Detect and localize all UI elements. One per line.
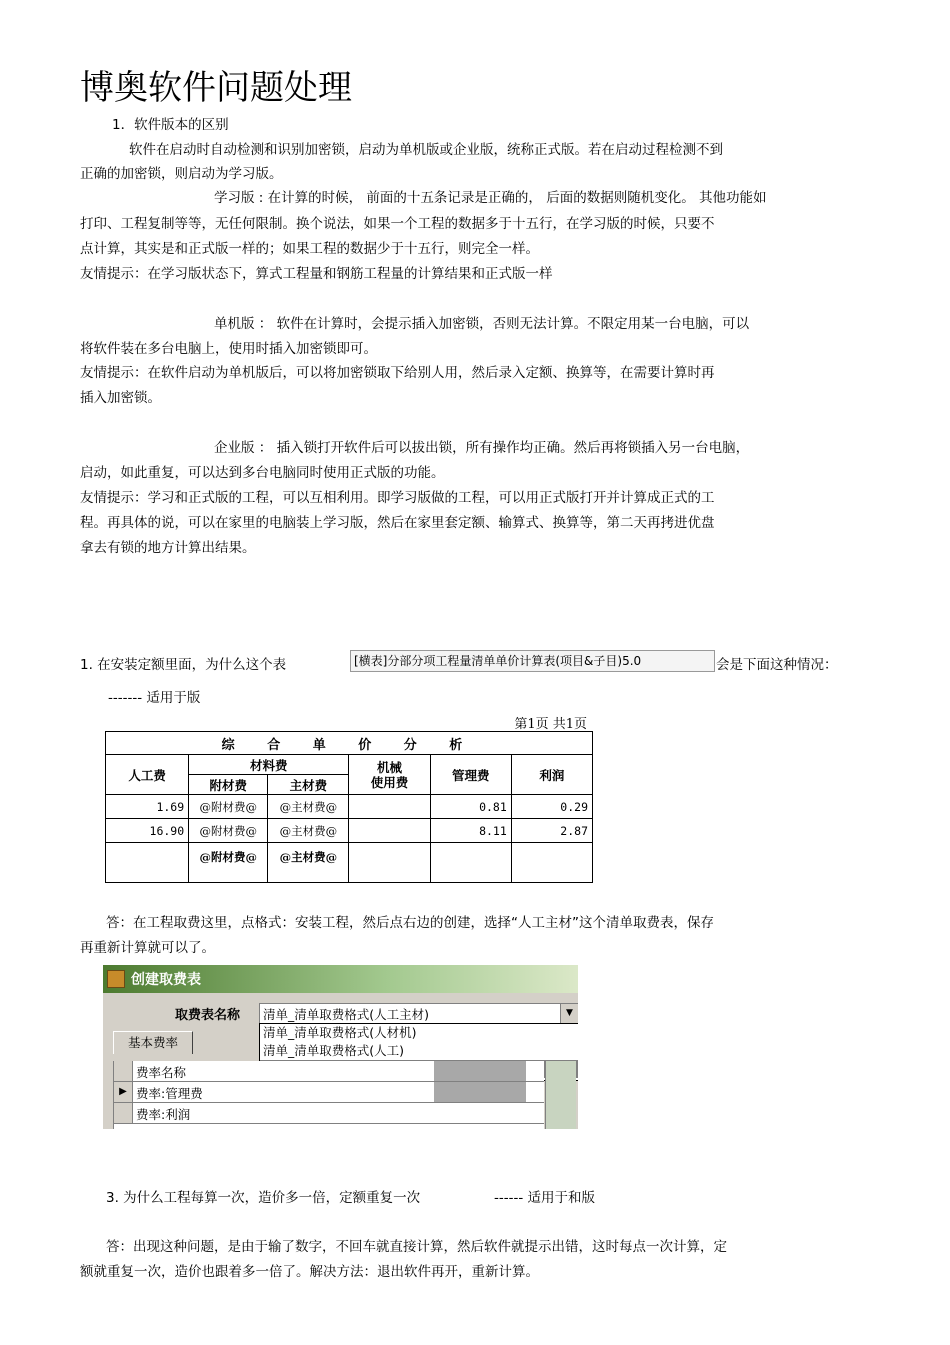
table-total-row	[106, 843, 593, 883]
single-version-line: 单机版 ： 软件在计算时，会提示插入加密锁，否则无法计算。不限定用某一台电脑，可以	[214, 316, 750, 332]
select-value: 清单_清单取费格式(人工主材)	[263, 1007, 430, 1022]
cell: @主材费@	[268, 819, 349, 843]
fee-table-name-select[interactable]	[259, 1003, 578, 1024]
dialog-title: 创建取费表	[131, 972, 201, 988]
option-item[interactable]: 清单_清单取费格式(人工)	[263, 1043, 405, 1058]
app-icon	[107, 970, 125, 988]
chevron-down-icon[interactable]: ▼	[560, 1004, 578, 1023]
cell: 8.11	[430, 819, 511, 843]
grid-cell-shaded	[434, 1061, 526, 1081]
cell	[349, 843, 430, 883]
table-row	[106, 819, 593, 843]
col-machine	[349, 755, 430, 795]
row-indicator	[114, 1061, 133, 1081]
tip-line: 程。再具体的说，可以在家里的电脑装上学习版，然后在家里套定额、输算式、换算等，第二天再拷进优盘	[80, 515, 715, 531]
current-row-arrow-icon: ▶	[114, 1082, 133, 1102]
col-aux: 附材费	[189, 775, 268, 795]
grid-header-row	[114, 1061, 544, 1082]
question-text: 3. 为什么工程每算一次，造价多一倍，定额重复一次	[106, 1190, 421, 1206]
answer-line: 答：在工程取费这里，点格式：安装工程，然后点右边的创建，选择“人工主材”这个清单取费表，保存	[106, 915, 714, 931]
tip-line: 友情提示：在学习版状态下，算式工程量和钢筋工程量的计算结果和正式版一样	[80, 266, 553, 282]
option-item[interactable]: 清单_清单取费格式(人材机)	[263, 1025, 417, 1040]
cell: 2.87	[511, 819, 592, 843]
row-indicator	[114, 1103, 133, 1123]
cell: @附材费@	[189, 795, 268, 819]
grid-row[interactable]	[114, 1103, 544, 1124]
cell	[349, 819, 430, 843]
paragraph-line: 打印、工程复制等等，无任何限制。换个说法，如果一个工程的数据多于十五行，在学习版的时候，只要不	[80, 216, 715, 232]
cell: 16.90	[106, 819, 189, 843]
paragraph-line: 软件在启动时自动检测和识别加密锁，启动为单机版或企业版，统称正式版。若在启动过程检测不到	[129, 142, 723, 158]
cell	[349, 795, 430, 819]
fee-table-name-label: 取费表名称	[175, 1008, 241, 1023]
question-text-suffix: 会是下面这种情况：	[716, 657, 838, 673]
rate-grid	[113, 1061, 544, 1129]
create-fee-table-dialog	[103, 965, 578, 1129]
inline-table-name: [横表]分部分项工程量清单单价计算表(项目&子目)5.0	[350, 650, 715, 672]
cell: @主材费@	[268, 795, 349, 819]
paragraph-line: 启动，如此重复，可以达到多台电脑同时使用正式版的功能。	[80, 465, 445, 481]
cell: @附材费@	[189, 843, 268, 883]
answer-line: 额就重复一次，造价也跟着多一倍了。解决方法：退出软件再开，重新计算。	[80, 1264, 539, 1280]
col-labor: 人工费	[106, 755, 189, 795]
table-row	[106, 795, 593, 819]
question-text: 1. 在安装定额里面，为什么这个表	[80, 657, 287, 673]
answer-line: 答：出现这种问题，是由于输了数字，不回车就直接计算，然后软件就提示出错，这时每点一次计算，定	[106, 1239, 727, 1255]
cell	[106, 843, 189, 883]
col-main: 主材费	[268, 775, 349, 795]
col-machine-line2: 使用费	[370, 774, 409, 790]
cell	[511, 843, 592, 883]
cell: 1.69	[106, 795, 189, 819]
cell: 0.29	[511, 795, 592, 819]
table-header: 综 合 单 价 分 析	[106, 732, 593, 755]
grid-cell-shaded	[434, 1082, 526, 1102]
dialog-titlebar	[103, 965, 578, 993]
tip-line: 拿去有锁的地方计算出结果。	[80, 540, 256, 556]
enterprise-version-line: 企业版 ： 插入锁打开软件后可以拔出锁，所有操作均正确。然后再将锁插入另一台电脑，	[214, 440, 750, 456]
price-analysis-table	[105, 731, 593, 883]
col-profit: 利润	[511, 755, 592, 795]
paragraph-line: 点计算，其实是和正式版一样的；如果工程的数据少于十五行，则完全一样。	[80, 241, 539, 257]
applies-to: ------ 适用于和版	[494, 1190, 596, 1206]
grid-cell: 费率名称	[136, 1065, 187, 1080]
vertical-scrollbar[interactable]	[545, 1061, 576, 1129]
tab-basic-rate[interactable]: 基本费率	[113, 1031, 193, 1054]
paragraph-line: 正确的加密锁，则启动为学习版。	[80, 166, 283, 182]
col-material: 材料费	[189, 755, 349, 775]
section-heading: 1．软件版本的区别	[112, 117, 229, 133]
grid-cell: 费率:管理费	[136, 1086, 203, 1101]
grid-cell: 费率:利润	[136, 1107, 191, 1122]
tip-line: 友情提示：学习和正式版的工程，可以互相利用。即学习版做的工程，可以用正式版打开并计算成正式的工	[80, 490, 715, 506]
cell	[430, 843, 511, 883]
applies-to: ------- 适用于版	[108, 690, 201, 706]
cell: @主材费@	[268, 843, 349, 883]
cell: 0.81	[430, 795, 511, 819]
page-title: 博奥软件问题处理	[80, 68, 352, 108]
answer-line: 再重新计算就可以了。	[80, 940, 215, 956]
study-version-line: 学习版 : 在计算的时候， 前面的十五条记录是正确的， 后面的数据则随机变化。 其他功能如	[214, 190, 767, 206]
paragraph-line: 将软件装在多台电脑上，使用时插入加密锁即可。	[80, 341, 377, 357]
cell: @附材费@	[189, 819, 268, 843]
tip-line: 插入加密锁。	[80, 390, 161, 406]
col-machine-line1: 机械	[377, 759, 403, 775]
grid-row[interactable]	[114, 1082, 544, 1103]
col-mgmt: 管理费	[430, 755, 511, 795]
page-counter: 第1页 共1页	[514, 717, 587, 732]
tip-line: 友情提示：在软件启动为单机版后，可以将加密锁取下给别人用，然后录入定额、换算等，在需要计算时再	[80, 365, 715, 381]
price-analysis-screenshot	[103, 713, 595, 883]
